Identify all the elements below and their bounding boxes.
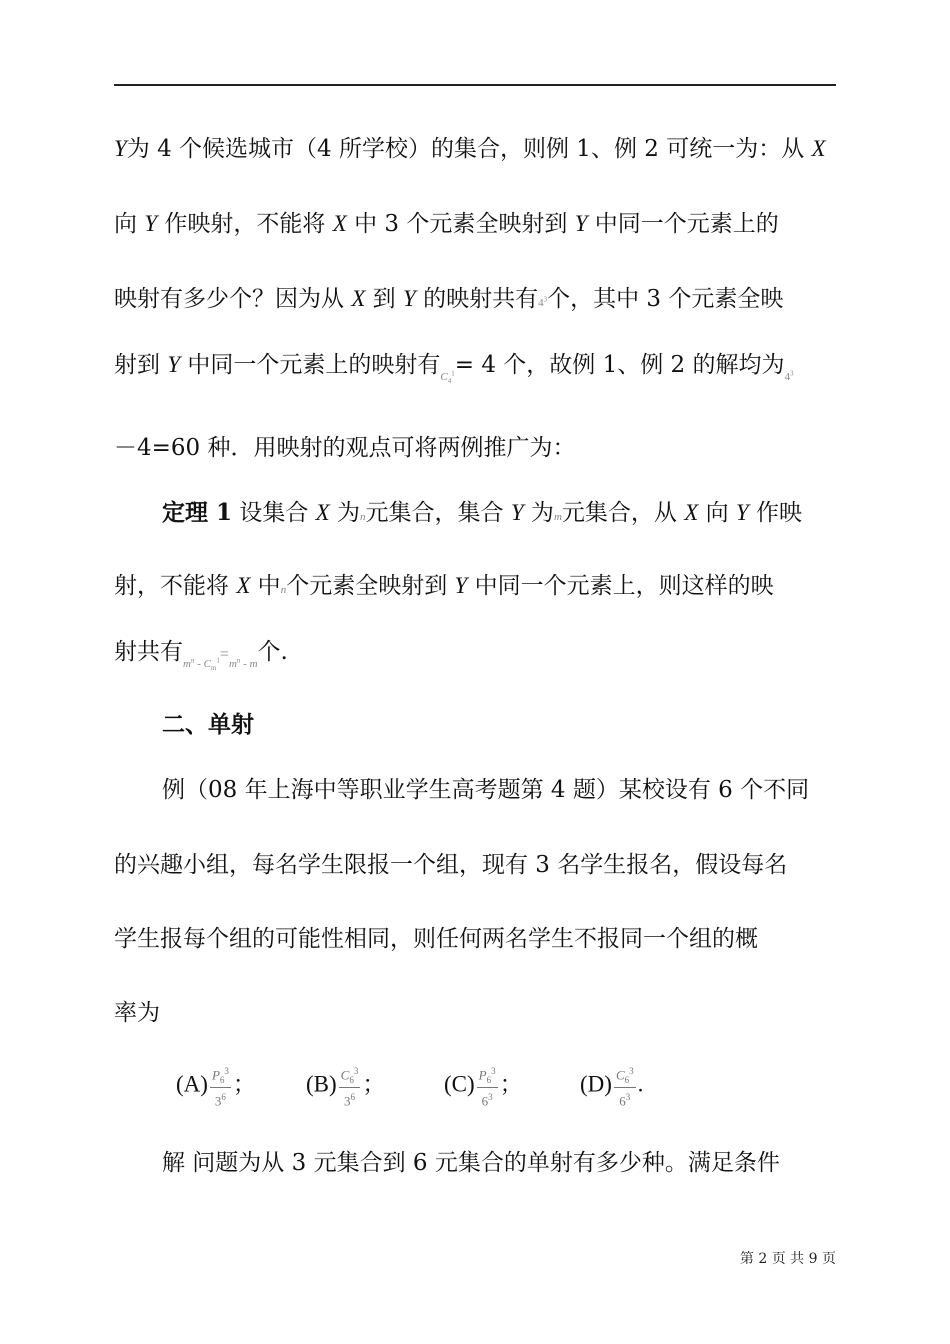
fraction-numerator xyxy=(210,1064,231,1088)
text-span: 个. xyxy=(257,639,288,665)
paragraph-line-3 xyxy=(114,284,836,318)
option-label: (A) xyxy=(176,1071,208,1097)
theorem-label: 定理 1 xyxy=(162,499,233,526)
formula-minus: - xyxy=(194,658,204,670)
option-d xyxy=(580,1064,643,1108)
formula-lower-index: m xyxy=(210,664,217,673)
paragraph-line-4 xyxy=(114,350,836,388)
formula-equals: = xyxy=(219,646,229,663)
text-span: 元集合，从 xyxy=(561,500,685,526)
header-rule xyxy=(114,84,836,86)
formula-4-cubed xyxy=(538,297,547,309)
option-label: (C) xyxy=(444,1071,475,1097)
var-n: n xyxy=(360,511,366,523)
formula-combination xyxy=(203,656,220,673)
denominator-base: 3 xyxy=(214,1093,222,1109)
text-span: 向 xyxy=(698,500,736,526)
theorem-line-1 xyxy=(162,498,836,532)
text-span: 元集合，集合 xyxy=(365,500,511,526)
formula-symbol: C xyxy=(203,658,211,670)
text-span: 到 xyxy=(365,286,403,312)
paragraph-line-1 xyxy=(114,134,836,164)
numerator-symbol: P xyxy=(211,1067,220,1083)
var-n: n xyxy=(280,584,287,596)
fraction-denominator xyxy=(339,1088,361,1108)
numerator-sub: 6 xyxy=(486,1074,492,1085)
example-line-2: 的兴趣小组，每名学生限报一个组，现有 3 名学生报名，假设每名 xyxy=(114,852,788,878)
var-y: Y xyxy=(144,211,158,236)
var-y: Y xyxy=(735,500,749,525)
option-fraction xyxy=(477,1064,498,1108)
text-span: 中 3 个元素全映射到 xyxy=(346,211,575,237)
formula-base: 4 xyxy=(538,297,544,309)
option-a xyxy=(176,1064,256,1108)
text-span: 个元素全映射到 xyxy=(286,573,455,599)
numerator-symbol: P xyxy=(478,1067,487,1083)
numerator-sub: 6 xyxy=(349,1074,354,1085)
formula-exponent: n xyxy=(190,656,195,665)
var-x: X xyxy=(236,573,251,598)
text-span: 中 xyxy=(250,573,281,599)
var-x: X xyxy=(351,286,366,311)
formula-base: m xyxy=(183,658,191,670)
formula-4-cubed xyxy=(785,371,794,383)
numerator-sub: 6 xyxy=(219,1074,225,1085)
example-line-1: 例（08 年上海中等职业学生高考题第 4 题）某校设有 6 个不同 xyxy=(162,777,810,803)
option-label: (B) xyxy=(306,1071,337,1097)
denominator-sup: 6 xyxy=(350,1091,355,1102)
var-m: m xyxy=(553,511,562,523)
option-fraction xyxy=(614,1064,636,1108)
option-separator: ； xyxy=(362,1071,386,1097)
theorem-line-2 xyxy=(114,571,836,605)
formula-base: m xyxy=(228,658,237,670)
example-line-4: 率为 xyxy=(114,1000,160,1026)
text-span: 为 xyxy=(523,500,554,526)
option-c xyxy=(444,1064,523,1108)
option-fraction xyxy=(339,1064,361,1108)
option-separator: ； xyxy=(232,1071,256,1097)
var-x: X xyxy=(332,211,347,236)
option-separator: ； xyxy=(499,1071,523,1097)
var-x: X xyxy=(811,136,826,161)
text-span: 为 xyxy=(329,500,361,526)
option-fraction xyxy=(210,1064,231,1108)
var-y: Y xyxy=(114,136,127,161)
fraction-numerator xyxy=(339,1064,361,1088)
text-span: 设集合 xyxy=(232,500,316,526)
formula-exponent: 3 xyxy=(543,295,548,304)
formula-symbol: C xyxy=(440,371,448,383)
page-footer: 第 2 页 共 9 页 xyxy=(739,1251,836,1267)
denominator-base: 6 xyxy=(481,1093,489,1109)
example-line-3: 学生报每个组的可能性相同，则任何两名学生不报同一个组的概 xyxy=(114,926,758,952)
numerator-sup: 3 xyxy=(491,1066,496,1076)
text-span: 个，其中 3 个元素全映 xyxy=(547,286,784,312)
text-span: 的映射共有 xyxy=(415,286,539,312)
fraction-denominator xyxy=(614,1088,636,1108)
fraction-denominator xyxy=(210,1088,231,1108)
option-b xyxy=(306,1064,385,1108)
formula-base: 4 xyxy=(784,371,790,383)
denominator-sup: 3 xyxy=(625,1091,631,1102)
var-y: Y xyxy=(167,352,181,377)
formula-m-power-n xyxy=(183,658,194,670)
text-span: 向 xyxy=(114,211,145,237)
text-span: 中同一个元素上的 xyxy=(587,211,779,237)
text-span: = 4 个，故例 1、例 2 的解均为 xyxy=(454,352,785,378)
text-span: －4=60 种．用映射的观点可将两例推广为： xyxy=(114,435,576,461)
text-span: 中同一个元素上的映射有 xyxy=(180,352,441,378)
formula-exponent: n xyxy=(236,656,241,665)
option-label: (D) xyxy=(580,1071,612,1097)
numerator-sup: 3 xyxy=(353,1066,359,1076)
formula-lower-index: 4 xyxy=(447,377,452,386)
numerator-sub: 6 xyxy=(624,1074,630,1085)
var-x: X xyxy=(684,500,699,525)
var-y: Y xyxy=(510,500,524,525)
text-span: 作映 xyxy=(748,500,802,526)
var-y: Y xyxy=(454,573,468,598)
numerator-symbol: C xyxy=(340,1067,350,1083)
var-x: X xyxy=(315,500,330,525)
option-separator: . xyxy=(637,1071,644,1097)
formula-upper-index: 1 xyxy=(216,656,220,665)
text-span: 为 4 个候选城市（4 所学校）的集合，则例 1、例 2 可统一为：从 xyxy=(126,136,812,162)
numerator-sup: 3 xyxy=(629,1066,634,1076)
formula-minus-m: - m xyxy=(240,658,258,670)
text-span: 映射有多少个？因为从 xyxy=(114,286,352,312)
fraction-numerator xyxy=(614,1064,636,1088)
formula-upper-index: 1 xyxy=(451,369,455,378)
text-span: 射共有 xyxy=(114,639,183,665)
formula-exponent: 3 xyxy=(790,369,794,378)
numerator-sup: 3 xyxy=(224,1066,229,1076)
denominator-base: 6 xyxy=(619,1093,626,1109)
section-title: 二、单射 xyxy=(162,711,254,738)
text-span: 射到 xyxy=(114,352,168,378)
theorem-line-3 xyxy=(114,637,836,675)
denominator-sup: 3 xyxy=(488,1091,493,1102)
fraction-denominator xyxy=(477,1088,498,1108)
var-y: Y xyxy=(403,286,416,311)
numerator-symbol: C xyxy=(615,1067,625,1083)
var-y: Y xyxy=(574,211,588,236)
paragraph-line-2 xyxy=(114,209,836,239)
text-span: 射，不能将 xyxy=(114,573,237,599)
paragraph-line-5 xyxy=(114,433,836,463)
text-span: 中同一个元素上，则这样的映 xyxy=(467,573,774,599)
denominator-sup: 6 xyxy=(221,1091,226,1102)
formula-combination xyxy=(440,369,455,386)
fraction-numerator xyxy=(477,1064,498,1088)
denominator-base: 3 xyxy=(344,1093,351,1109)
text-span: 作映射，不能将 xyxy=(157,211,333,237)
formula-m-power-n xyxy=(229,658,240,670)
solution-line: 解 问题为从 3 元集合到 6 元集合的单射有多少种。满足条件 xyxy=(162,1150,780,1176)
